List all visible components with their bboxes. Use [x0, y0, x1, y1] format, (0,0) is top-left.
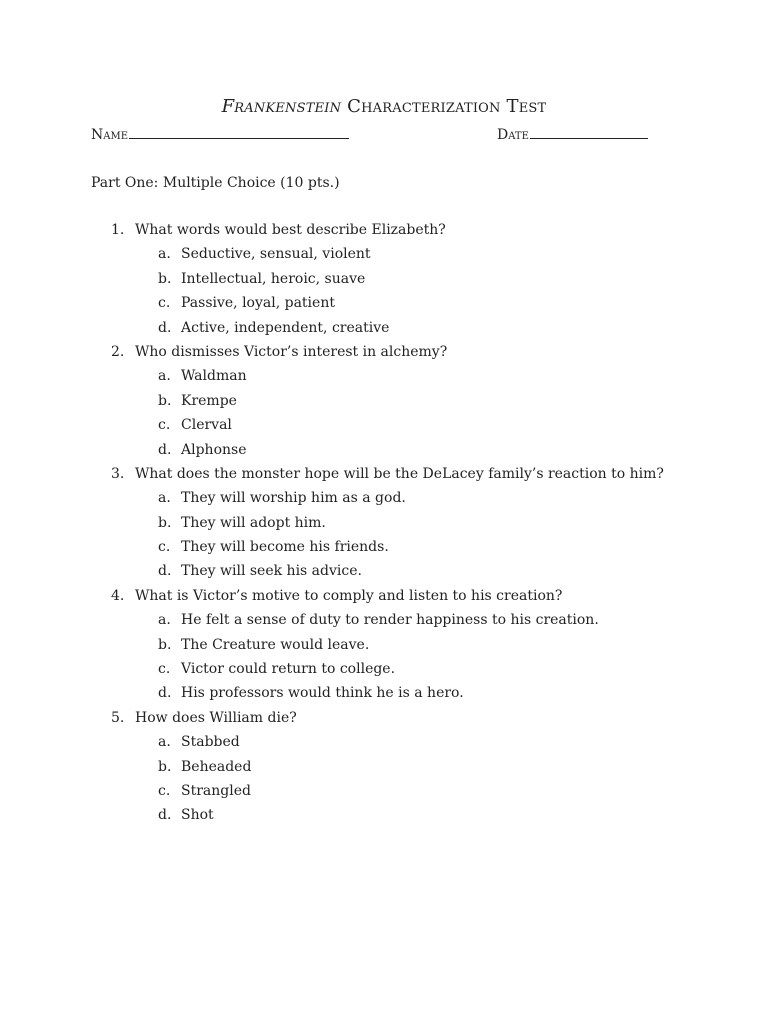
answer-option-2-a [0, 367, 768, 391]
question-number: 5. [111, 709, 125, 726]
option-letter: a. [158, 490, 171, 507]
answer-option-5-b [0, 758, 768, 782]
option-letter: c. [158, 417, 171, 434]
answer-option-4-d [0, 684, 768, 708]
answer-option-1-d [0, 319, 768, 343]
option-text: Victor could return to college. [181, 661, 396, 678]
name-field[interactable] [91, 125, 349, 144]
option-text: The Creature would leave. [181, 636, 370, 653]
option-letter: c. [158, 295, 171, 312]
question-4 [0, 587, 768, 611]
name-blank-line[interactable] [129, 125, 349, 139]
answer-option-3-d [0, 562, 768, 586]
option-letter: a. [158, 734, 171, 751]
section-heading: Part One: Multiple Choice (10 pts.) [91, 175, 340, 191]
answer-option-1-a [0, 245, 768, 269]
option-letter: d. [158, 319, 172, 336]
answer-option-3-c [0, 538, 768, 562]
option-text: Waldman [181, 368, 247, 385]
answer-option-4-a [0, 611, 768, 635]
option-text: Stabbed [181, 734, 240, 751]
option-text: Shot [181, 807, 214, 824]
question-text: Who dismisses Victor’s interest in alchemy? [135, 343, 448, 360]
question-number: 3. [111, 465, 125, 482]
option-letter: b. [158, 514, 172, 531]
option-text: Beheaded [181, 758, 252, 775]
option-letter: a. [158, 246, 171, 263]
option-letter: d. [158, 441, 172, 458]
option-letter: c. [158, 661, 171, 678]
question-list [0, 221, 768, 831]
date-field[interactable] [497, 125, 648, 144]
option-text: They will adopt him. [181, 514, 326, 531]
answer-option-2-c [0, 416, 768, 440]
option-text: Clerval [181, 417, 232, 434]
option-text: Alphonse [181, 441, 247, 458]
option-letter: a. [158, 368, 171, 385]
date-label: Date [497, 127, 529, 143]
option-text: His professors would think he is a hero. [181, 685, 464, 702]
question-number: 2. [111, 343, 125, 360]
option-letter: b. [158, 392, 172, 409]
option-text: Intellectual, heroic, suave [181, 270, 366, 287]
question-text: What is Victor’s motive to comply and listen to his creation? [135, 587, 563, 604]
question-1 [0, 221, 768, 245]
option-letter: a. [158, 612, 171, 629]
option-letter: d. [158, 807, 172, 824]
question-number: 1. [111, 222, 125, 238]
question-3 [0, 465, 768, 489]
answer-option-1-b [0, 270, 768, 294]
answer-option-5-a [0, 733, 768, 757]
option-text: Strangled [181, 782, 251, 799]
page-title [0, 96, 768, 118]
option-letter: b. [158, 636, 172, 653]
date-blank-line[interactable] [530, 125, 648, 139]
option-letter: d. [158, 563, 172, 580]
question-text: What words would best describe Elizabeth? [135, 222, 446, 238]
option-text: He felt a sense of duty to render happiness to his creation. [181, 612, 599, 629]
question-number: 4. [111, 587, 125, 604]
answer-option-2-b [0, 392, 768, 416]
option-text: Passive, loyal, patient [181, 295, 335, 312]
question-2 [0, 343, 768, 367]
answer-option-3-a [0, 489, 768, 513]
option-text: Krempe [181, 392, 237, 409]
question-5 [0, 709, 768, 733]
option-letter: b. [158, 270, 172, 287]
question-text: How does William die? [135, 709, 297, 726]
name-label: Name [91, 127, 129, 143]
answer-option-5-c [0, 782, 768, 806]
answer-option-4-b [0, 636, 768, 660]
option-text: They will seek his advice. [181, 563, 362, 580]
option-letter: c. [158, 782, 171, 799]
question-text: What does the monster hope will be the DeLacey family’s reaction to him? [135, 465, 664, 482]
option-letter: d. [158, 685, 172, 702]
option-text: They will worship him as a god. [181, 490, 406, 507]
option-letter: c. [158, 539, 171, 556]
title-book-name: Frankenstein [221, 96, 342, 117]
option-text: Active, independent, creative [181, 319, 390, 336]
answer-option-1-c [0, 294, 768, 318]
answer-option-3-b [0, 514, 768, 538]
option-text: They will become his friends. [181, 539, 389, 556]
option-letter: b. [158, 758, 172, 775]
option-text: Seductive, sensual, violent [181, 246, 371, 263]
answer-option-2-d [0, 441, 768, 465]
answer-option-4-c [0, 660, 768, 684]
answer-option-5-d [0, 806, 768, 830]
title-rest: Characterization Test [341, 96, 547, 117]
